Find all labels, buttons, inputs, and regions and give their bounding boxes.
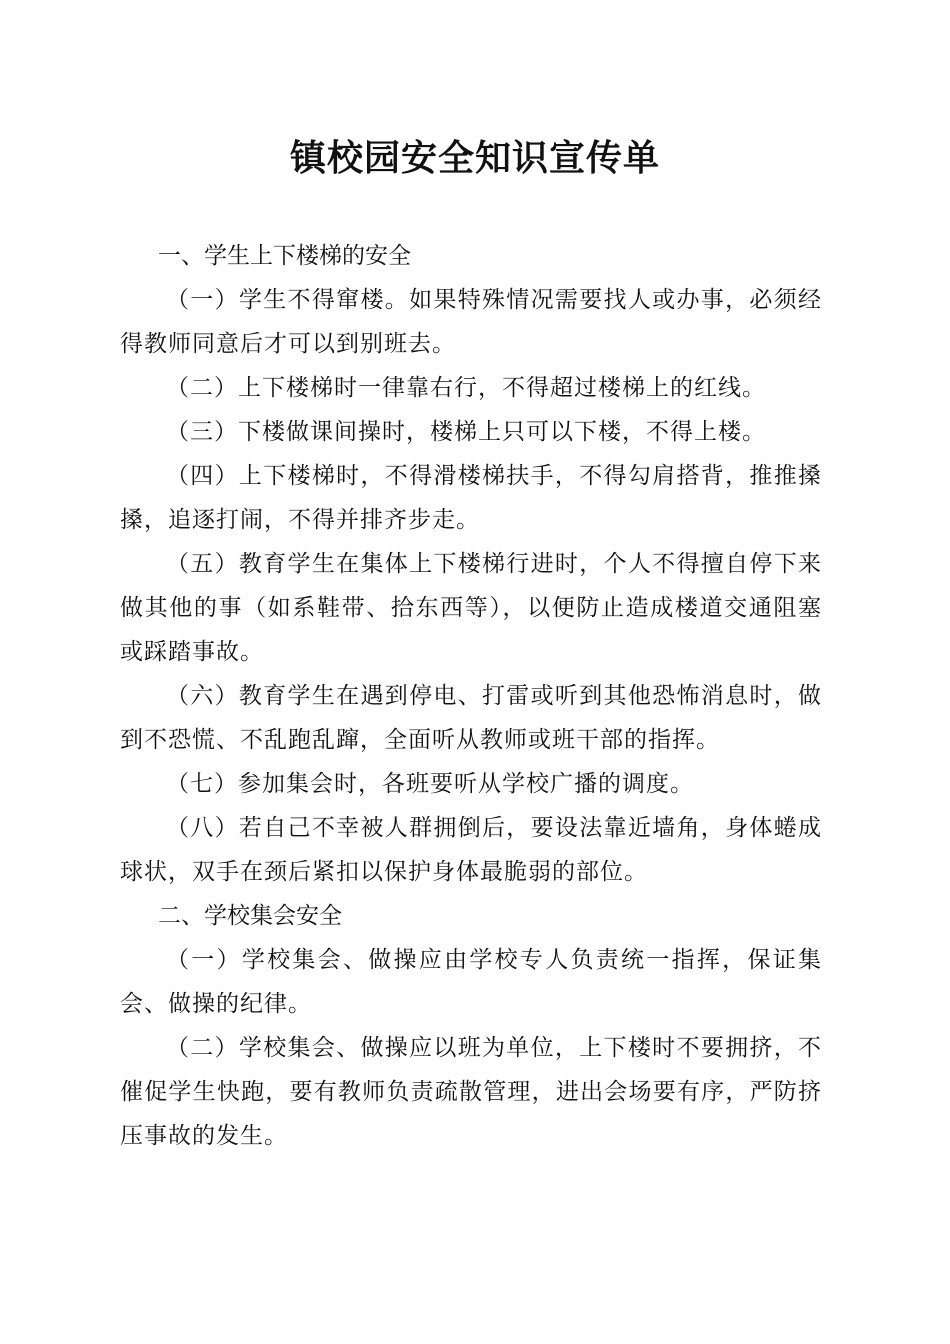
- document-body: [120, 234, 822, 1158]
- section-heading: 二、学校集会安全: [158, 903, 342, 929]
- section-item: （一）学生不得窜楼。如果特殊情况需要找人或办事，必须经得教师同意后才可以到别班去。: [120, 287, 822, 357]
- section-assembly-safety: [120, 894, 822, 1158]
- section-item: （二）学校集会、做操应以班为单位，上下楼时不要拥挤，不催促学生快跑，要有教师负责疏散管理，进出会场要有序，严防挤压事故的发生。: [120, 1035, 822, 1149]
- section-item: （一）学校集会、做操应由学校专人负责统一指挥，保证集会、做操的纪律。: [120, 947, 822, 1017]
- section-item: （七）参加集会时，各班要听从学校广播的调度。: [166, 771, 694, 797]
- document-title: 镇校园安全知识宣传单: [289, 137, 660, 179]
- section-heading: 一、学生上下楼梯的安全: [158, 243, 411, 269]
- section-item: （八）若自己不幸被人群拥倒后，要设法靠近墙角，身体蜷成球状，双手在颈后紧扣以保护身体最脆弱的部位。: [120, 815, 822, 885]
- section-item: （三）下楼做课间操时，楼梯上只可以下楼，不得上楼。: [166, 419, 766, 445]
- section-item: （五）教育学生在集体上下楼梯行进时，个人不得擅自停下来做其他的事（如系鞋带、拾东西等），以便防止造成楼道交通阻塞或踩踏事故。: [120, 551, 822, 665]
- section-stairs-safety: [120, 234, 822, 894]
- section-item: （二）上下楼梯时一律靠右行，不得超过楼梯上的红线。: [166, 375, 766, 401]
- section-item: （六）教育学生在遇到停电、打雷或听到其他恐怖消息时，做到不恐慌、不乱跑乱蹿，全面听从教师或班干部的指挥。: [120, 683, 822, 753]
- section-item: （四）上下楼梯时，不得滑楼梯扶手，不得勾肩搭背，推推搡搡，追逐打闹，不得并排齐步走。: [120, 463, 822, 533]
